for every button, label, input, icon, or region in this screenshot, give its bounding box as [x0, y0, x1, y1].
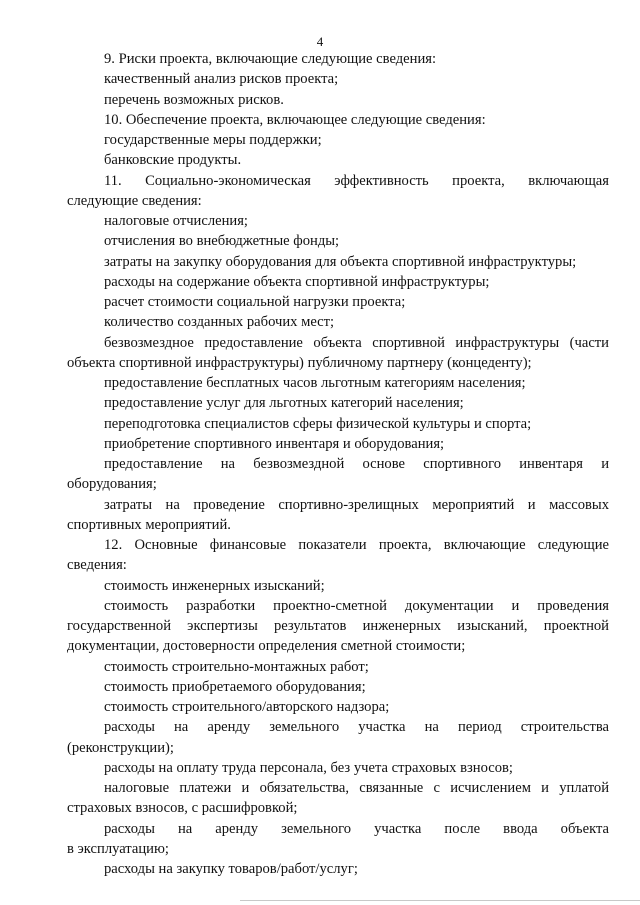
paragraph-continuation-line: объекта спортивной инфраструктуры) публичному партнеру (концеденту);: [67, 354, 532, 371]
paragraph-line: затраты на закупку оборудования для объекта спортивной инфраструктуры;: [104, 253, 577, 270]
paragraph-continuation-line: документации, достоверности определения сметной стоимости;: [67, 638, 466, 655]
paragraph-line: предоставление бесплатных часов льготным категориям населения;: [104, 375, 526, 391]
paragraph-continuation-line: (реконструкции);: [67, 739, 174, 756]
paragraph-line: стоимость разработки проектно-сметной документации и проведения: [104, 597, 609, 614]
paragraph-line: предоставление на безвозмездной основе спортивного инвентаря и: [104, 456, 609, 472]
paragraph-line: расходы на аренду земельного участка на период строительства: [104, 719, 609, 736]
paragraph-line: налоговые отчисления;: [104, 213, 248, 229]
paragraph-continuation-line: следующие сведения:: [67, 192, 202, 209]
paragraph-line: предоставление услуг для льготных категорий населения;: [104, 395, 464, 412]
paragraph-line: налоговые платежи и обязательства, связанные с исчислением и уплатой: [104, 780, 609, 796]
paragraph-line: отчисления во внебюджетные фонды;: [104, 233, 340, 250]
paragraph-line: расходы на содержание объекта спортивной инфраструктуры;: [104, 273, 490, 290]
page-number: 4: [316, 34, 324, 49]
paragraph-line: безвозмездное предоставление объекта спортивной инфраструктуры (части: [104, 334, 609, 351]
paragraph-line: затраты на проведение спортивно-зрелищных мероприятий и массовых: [104, 496, 609, 513]
paragraph-continuation-line: оборудования;: [67, 476, 157, 493]
paragraph-line: расходы на закупку товаров/работ/услуг;: [104, 861, 358, 877]
paragraph-line: банковские продукты.: [104, 152, 242, 169]
paragraph-line: приобретение спортивного инвентаря и оборудования;: [104, 435, 445, 452]
paragraph-continuation-line: в эксплуатацию;: [67, 840, 169, 857]
paragraph-line: переподготовка специалистов сферы физической культуры и спорта;: [104, 415, 532, 432]
paragraph-line: 10. Обеспечение проекта, включающее следующие сведения:: [104, 111, 486, 128]
paragraph-line: расходы на оплату труда персонала, без учета страховых взносов;: [104, 759, 513, 776]
paragraph-line: 11. Социально-экономическая эффективность проекта, включающая: [104, 172, 609, 189]
paragraph-line: государственные меры поддержки;: [104, 132, 322, 148]
paragraph-line: стоимость строительного/авторского надзора;: [104, 699, 390, 715]
paragraph-line: количество созданных рабочих мест;: [104, 314, 335, 331]
scan-edge-line: [240, 900, 640, 901]
document-body: [67, 49, 609, 879]
paragraph-line: расчет стоимости социальной нагрузки проекта;: [104, 294, 406, 310]
paragraph-line: 12. Основные финансовые показатели проекта, включающие следующие: [104, 537, 609, 553]
paragraph-continuation-line: сведения:: [67, 557, 127, 574]
paragraph-continuation-line: государственной экспертизы результатов инженерных изысканий, проектной: [67, 618, 609, 634]
paragraph-line: расходы на аренду земельного участка после ввода объекта: [104, 820, 609, 837]
paragraph-continuation-line: спортивных мероприятий.: [67, 516, 231, 533]
paragraph-line: качественный анализ рисков проекта;: [104, 71, 339, 88]
paragraph-line: стоимость инженерных изысканий;: [104, 577, 325, 594]
paragraph-continuation-line: страховых взносов, с расшифровкой;: [67, 800, 298, 817]
paragraph-line: 9. Риски проекта, включающие следующие сведения:: [104, 51, 437, 67]
paragraph-line: стоимость строительно-монтажных работ;: [104, 658, 369, 675]
paragraph-line: стоимость приобретаемого оборудования;: [104, 678, 366, 695]
paragraph-line: перечень возможных рисков.: [104, 91, 284, 108]
